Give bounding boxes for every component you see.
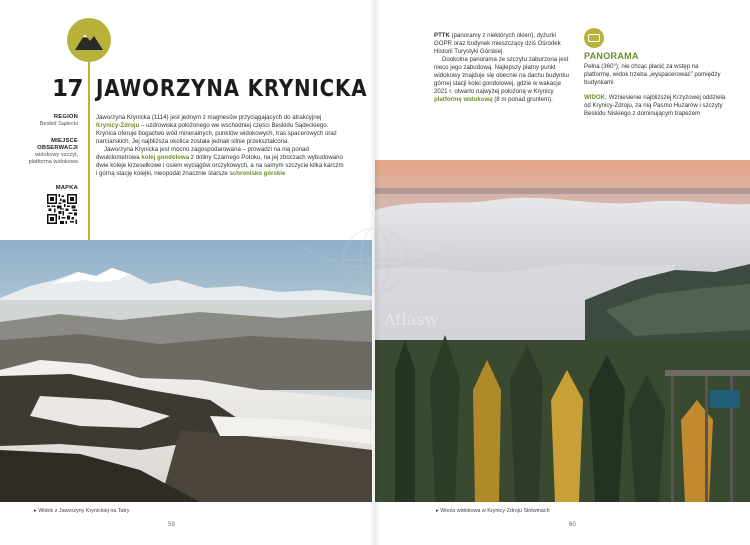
region-block xyxy=(18,114,78,128)
qr-code-icon[interactable] xyxy=(47,194,77,224)
right-paragraph-1: PTTK (panoramy z niektórych okien), dyżurki GOPR oraz budynek mieszczący dziś Ośrodek Historii Turystyki Górskiej. xyxy=(434,32,561,56)
panorama-text xyxy=(584,63,726,118)
right-photo-caption: ▸ Wieża widokowa w Krynicy-Zdroju Słotwinach xyxy=(436,508,550,514)
left-paragraph-1: Jaworzyna Krynicka (1114) jest jednym z magnesów przyciągających do atrakcyjnej Krynicy-Zdroju – uzdrowiska położonego we wschodniej części Beskidu Sądeckiego. Krynica oferuje bogactwo wód mineralnych, punktów widokowych, tras spacerowych oraz narciarskich. Jej najbliższa okolica została jednak silnie przekształcona. xyxy=(96,114,337,146)
place-label: MIEJSCE OBSERWACJI xyxy=(37,138,78,151)
panorama-paragraph-1: Pełna (360°); nie chcąc płacić za wstęp na platformę, widok trzeba „wyspacerować” pomiędzy budynkami xyxy=(584,63,721,87)
highlight-krynica: Krynicy-Zdroju xyxy=(96,122,140,130)
right-column-text xyxy=(434,32,570,104)
map-block xyxy=(18,185,78,192)
mountain-emblem-icon xyxy=(67,18,111,62)
region-label: REGION xyxy=(53,114,78,120)
left-page-number: 59 xyxy=(168,522,175,528)
chapter-number: 17 xyxy=(52,76,84,102)
panorama-heading: PANORAMA xyxy=(584,51,639,61)
highlight-kolej: kolej gondolowa xyxy=(141,154,190,162)
watermark-text: Atlasw xyxy=(384,310,439,329)
view-label: WIDOK: xyxy=(584,94,608,102)
left-photo-caption: ▸ Widok z Jaworzyny Krynickiej na Tatry xyxy=(34,508,130,514)
left-body-text xyxy=(96,114,346,178)
right-page-number: 60 xyxy=(569,522,576,528)
highlight-platforma: platformę widokową xyxy=(434,96,493,104)
place-value: widokowy szczyt, platforma widokowa xyxy=(28,152,78,165)
panorama-icon xyxy=(584,28,604,48)
chapter-divider-line xyxy=(88,62,90,240)
map-label: MAPKA xyxy=(55,185,78,191)
panorama-paragraph-2: WIDOK: Wzniesienie najbliższej Krzyżowej oddziela od Krynicy-Zdroju, za nią Pasmo Huzarów i szczyty Beskidu Niskiego z dominującym trapezem xyxy=(584,94,726,118)
chapter-title: JAWORZYNA KRYNICKA xyxy=(96,76,368,102)
globe-watermark-icon xyxy=(300,215,450,365)
highlight-schronisko: schronisko górskie xyxy=(229,170,286,178)
region-value: Beskid Sądecki xyxy=(39,121,78,127)
right-paragraph-2: Dookolna panorama ze szczytu zaburzona jest nieco jego zabudową. Najlepszy płatny punkt widokowy znajduje się obecnie na dachu budynku górnej stacji kolei gondolowej, gdzie w wakacje 2021 r. otwarto najwyżej położoną w Krynicy platformę widokową (8 m ponad gruntem). xyxy=(434,56,569,104)
left-paragraph-2: Jaworzyna Krynicka jest mocno zagospodarowana – prowadzi na nią ponad dwukilometrowa kolej gondolowa z doliny Czarnego Potoku, na jej zboczach wybudowano dwie koleje krzesełkowe i osiem wyciągów orczykowych, a na samym szczycie kilka karczm i górną stację kolejki, nieopodal znacznie starsze schronisko górskie xyxy=(96,146,344,178)
place-block xyxy=(18,138,78,166)
